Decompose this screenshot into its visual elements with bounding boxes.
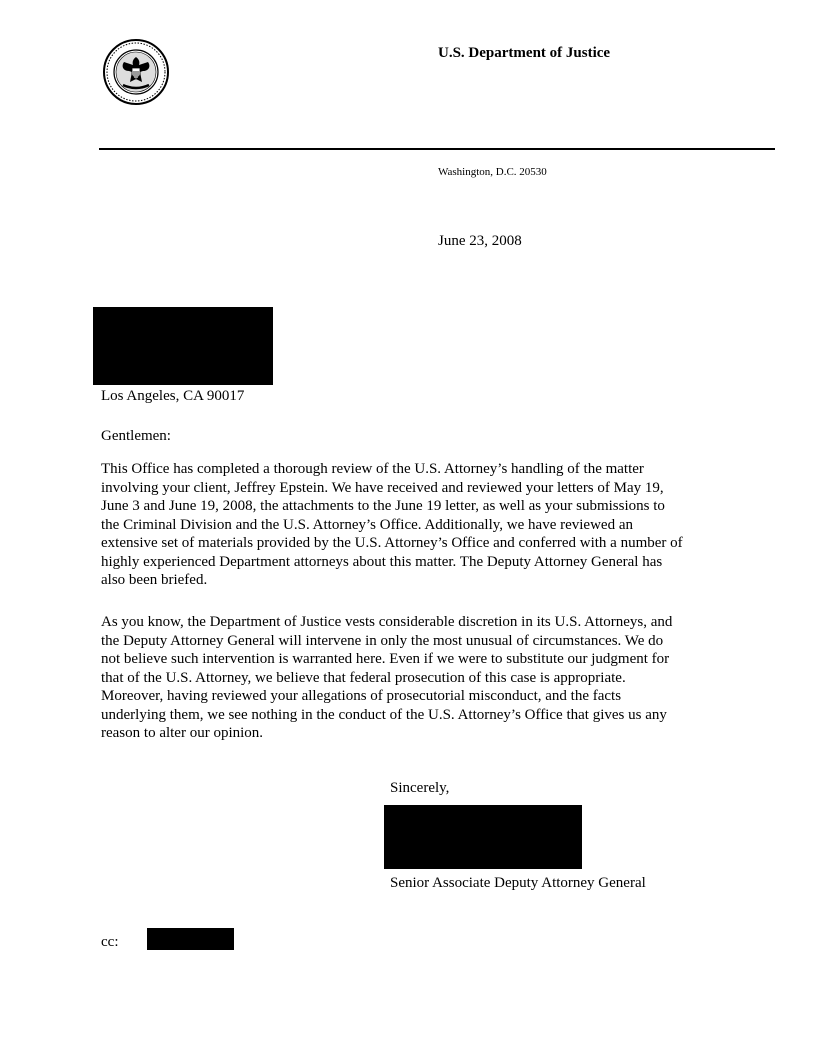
- redacted-signature: [384, 805, 582, 869]
- salutation: Gentlemen:: [101, 428, 171, 444]
- redacted-cc-recipient: [147, 928, 234, 950]
- paragraph-line: June 3 and June 19, 2008, the attachments to the June 19 letter, as well as your submissions to: [101, 498, 665, 514]
- body-paragraph: [101, 613, 741, 743]
- cc-label: cc:: [101, 934, 119, 950]
- paragraph-line: reason to alter our opinion.: [101, 725, 264, 741]
- recipient-city: Los Angeles, CA 90017: [101, 388, 245, 404]
- body-paragraph: [101, 460, 741, 590]
- paragraph-line: the Deputy Attorney General will intervene in only the most unusual of circumstances. We do: [101, 632, 664, 649]
- paragraph-line: not believe such intervention is warranted here. Even if we were to substitute our judgment for: [101, 651, 670, 667]
- redacted-recipient-block: [93, 307, 273, 385]
- agency-city-line: Washington, D.C. 20530: [438, 166, 547, 178]
- doj-seal-icon: [102, 38, 170, 106]
- paragraph-line: the Criminal Division and the U.S. Attorney’s Office. Additionally, we have reviewed an: [101, 516, 633, 533]
- signer-title: Senior Associate Deputy Attorney General: [390, 875, 646, 891]
- paragraph-line: underlying them, we see nothing in the conduct of the U.S. Attorney’s Office that gives us any: [101, 706, 667, 723]
- paragraph-line: As you know, the Department of Justice vests considerable discretion in its U.S. Attorneys, and: [101, 614, 673, 630]
- paragraph-line: Moreover, having reviewed your allegations of prosecutorial misconduct, and the facts: [101, 688, 622, 704]
- paragraph-line: highly experienced Department attorneys about this matter. The Deputy Attorney General has: [101, 553, 663, 570]
- paragraph-line: extensive set of materials provided by the U.S. Attorney’s Office and conferred with a number of: [101, 535, 683, 551]
- agency-name: U.S. Department of Justice: [438, 45, 611, 61]
- paragraph-line: that of the U.S. Attorney, we believe that federal prosecution of this case is appropriate.: [101, 669, 626, 686]
- paragraph-line: also been briefed.: [101, 572, 208, 588]
- paragraph-line: involving your client, Jeffrey Epstein. We have received and reviewed your letters of May 19,: [101, 479, 664, 496]
- letter-date: June 23, 2008: [438, 233, 522, 249]
- closing: Sincerely,: [390, 780, 450, 796]
- letterhead-divider: [99, 148, 775, 150]
- paragraph-line: This Office has completed a thorough review of the U.S. Attorney’s handling of the matter: [101, 461, 644, 477]
